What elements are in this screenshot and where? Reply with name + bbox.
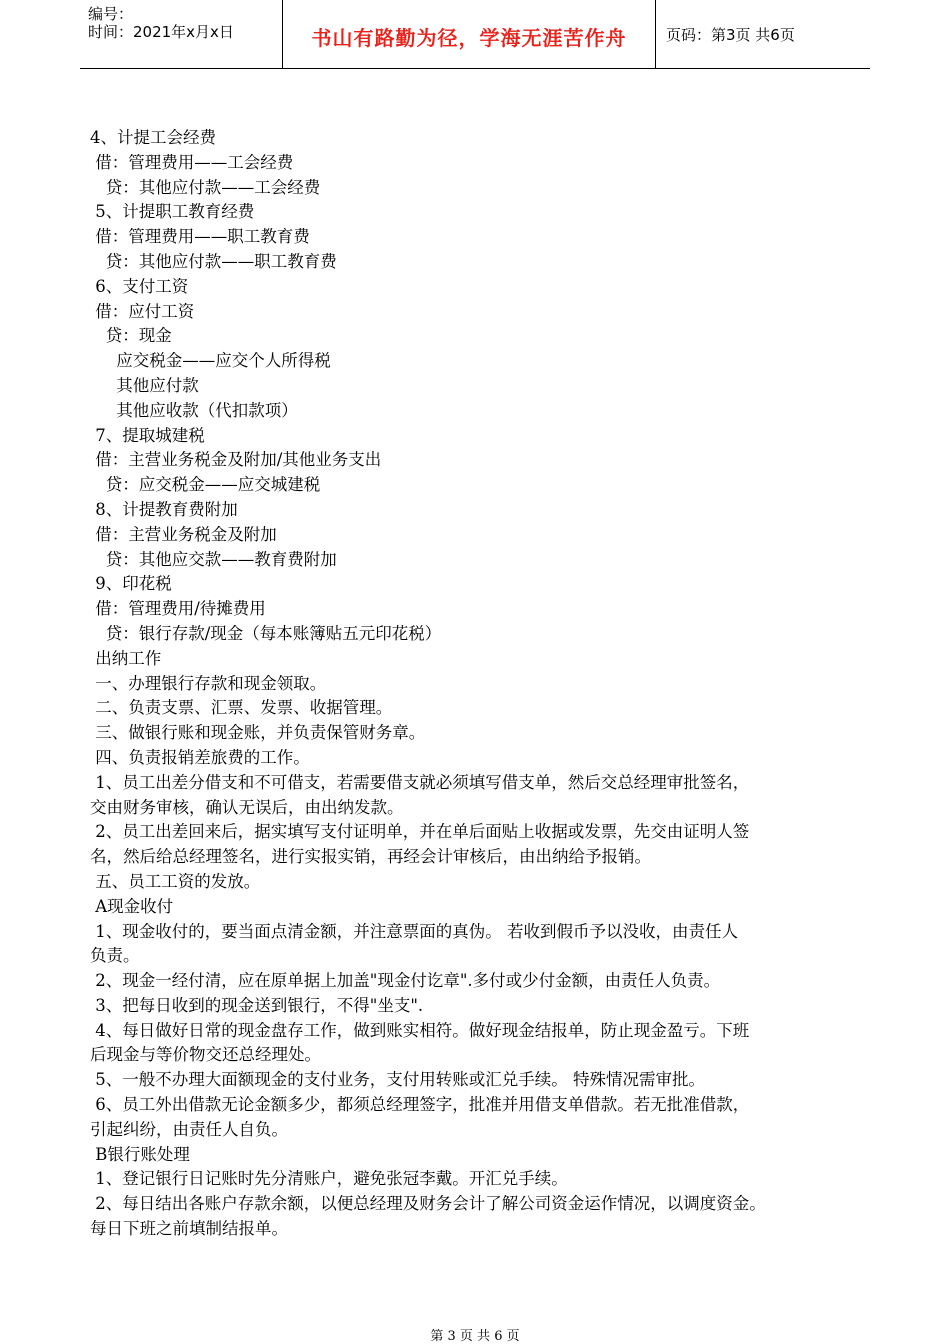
document-number-label: 编号： [88, 5, 134, 23]
text-line: 4、每日做好日常的现金盘存工作，做到账实相符。做好现金结报单，防止现金盈亏。下班 [90, 1020, 750, 1040]
text-line: 贷：其他应付款——工会经费 [90, 177, 321, 197]
text-line: 2、员工出差回来后，据实填写支付证明单，并在单后面贴上收据或发票，先交由证明人签 [90, 822, 750, 842]
header-motto-cell [283, 0, 656, 68]
text-line: 引起纠纷，由责任人自负。 [90, 1119, 288, 1139]
text-line: 5、计提职工教育经费 [90, 202, 255, 222]
text-line: 3、把每日收到的现金送到银行，不得"坐支". [90, 995, 424, 1015]
text-line: 6、员工外出借款无论金额多少，都须总经理签字，批准并用借支单借款。若无批准借款， [90, 1095, 750, 1115]
text-line: 2、每日结出各账户存款余额，以便总经理及财务会计了解公司资金运作情况，以调度资金。 [90, 1194, 766, 1214]
text-line: 其他应付款 [90, 375, 199, 395]
text-line: 5、一般不办理大面额现金的支付业务，支付用转账或汇兑手续。 特殊情况需审批。 [90, 1070, 705, 1090]
page-footer: 第 3 页 共 6 页 [430, 1329, 520, 1344]
text-line: 应交税金——应交个人所得税 [90, 351, 331, 371]
text-line: 交由财务审核，确认无误后，由出纳发款。 [90, 797, 404, 817]
text-line: 8、计提教育费附加 [90, 499, 238, 519]
text-line: 一、办理银行存款和现金领取。 [90, 673, 327, 693]
text-line: 贷：银行存款/现金（每本账簿贴五元印花税） [90, 623, 442, 643]
text-line: 1、登记银行日记账时先分清账户，避免张冠李戴。开汇兑手续。 [90, 1169, 568, 1189]
header-motto: 书山有路勤为径，学海无涯苦作舟 [311, 26, 627, 50]
text-line: 9、印花税 [90, 574, 172, 594]
text-line: 4、计提工会经费 [90, 128, 216, 147]
text-line: A现金收付 [90, 896, 174, 916]
text-line: 1、现金收付的，要当面点清金额，并注意票面的真伪。 若收到假币予以没收，由责任人 [90, 921, 738, 941]
header-page-number: 页码：第3页 共6页 [666, 26, 795, 44]
text-line: 借：主营业务税金及附加 [90, 524, 277, 544]
text-line: 后现金与等价物交还总经理处。 [90, 1045, 321, 1065]
header-meta-cell [80, 0, 283, 68]
text-line: 其他应收款（代扣款项） [90, 400, 298, 420]
text-line: 贷：其他应交款——教育费附加 [90, 549, 337, 569]
page-header [80, 0, 870, 69]
header-page-cell [656, 0, 870, 68]
text-line: B银行账处理 [90, 1144, 190, 1164]
text-line: 五、员工工资的发放。 [90, 871, 261, 891]
text-line: 二、负责支票、汇票、发票、收据管理。 [90, 698, 393, 718]
text-line: 负责。 [90, 946, 140, 966]
text-line: 三、做银行账和现金账，并负责保管财务章。 [90, 723, 426, 743]
text-line: 借：管理费用——职工教育费 [90, 227, 310, 247]
document-time-label: 时间：2021年x月x日 [88, 23, 234, 41]
text-line: 1、员工出差分借支和不可借支，若需要借支就必须填写借支单，然后交总经理审批签名， [90, 772, 750, 792]
text-line: 借：管理费用/待摊费用 [90, 599, 266, 619]
text-line: 6、支付工资 [90, 276, 189, 296]
text-line: 名，然后给总经理签名，进行实报实销，再经会计审核后，由出纳给予报销。 [90, 847, 651, 867]
text-line: 7、提取城建税 [90, 425, 205, 445]
text-line: 借：应付工资 [90, 301, 195, 321]
text-line: 借：主营业务税金及附加/其他业务支出 [90, 450, 382, 470]
text-line: 出纳工作 [90, 648, 162, 668]
text-line: 2、现金一经付清，应在原单据上加盖"现金付讫章".多付或少付金额，由责任人负责。 [90, 971, 721, 991]
text-line: 贷：现金 [90, 326, 172, 346]
document-body [90, 126, 880, 1242]
text-line: 贷：其他应付款——职工教育费 [90, 251, 337, 271]
text-line: 四、负责报销差旅费的工作。 [90, 747, 310, 767]
text-line: 每日下班之前填制结报单。 [90, 1219, 288, 1239]
text-line: 贷：应交税金——应交城建税 [90, 475, 321, 495]
text-line: 借：管理费用——工会经费 [90, 152, 294, 172]
